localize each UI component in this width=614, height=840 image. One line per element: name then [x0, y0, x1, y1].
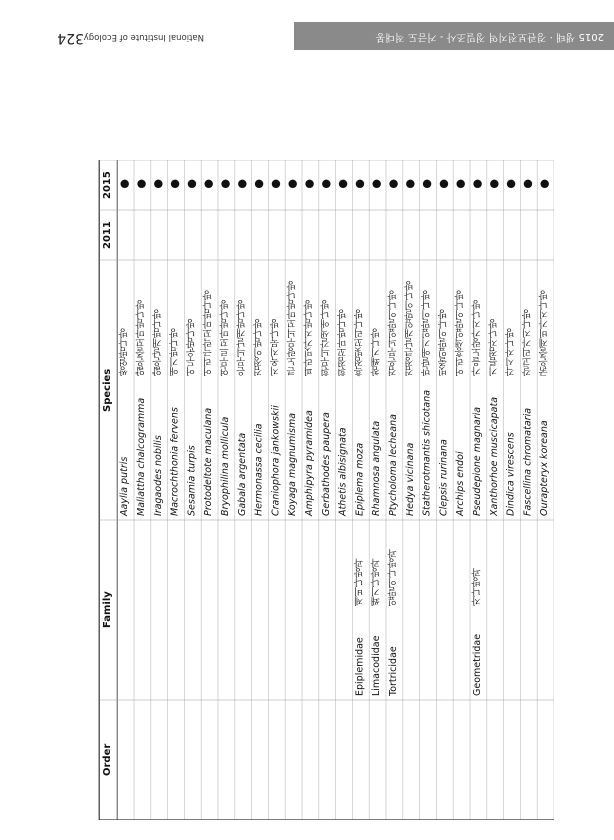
- species-korean-name: 어리극락꼬마밤나방: [203, 290, 215, 376]
- species-scientific-name: Pseudepione magnaria: [472, 406, 484, 516]
- species-korean-name: 쌍얼밤나방: [119, 328, 131, 376]
- record-2015: ●: [319, 178, 333, 192]
- species-scientific-name: Xanthorhoe muscicapata: [488, 396, 500, 516]
- record-2015: ●: [185, 178, 199, 192]
- page-number: 324: [57, 30, 84, 46]
- species-scientific-name: Amphipyra pyramidea: [304, 410, 316, 516]
- record-2015: ●: [487, 178, 501, 192]
- record-2015: ●: [353, 178, 367, 192]
- species-scientific-name: Gabala argentata: [236, 432, 248, 516]
- species-korean-name: 반달애기잎말이나방: [421, 290, 433, 376]
- record-2015: ●: [219, 178, 233, 192]
- species-scientific-name: Epiplema moza: [354, 442, 366, 516]
- species-scientific-name: Bryophilina mollicula: [220, 416, 232, 516]
- record-2015: ●: [252, 178, 266, 192]
- species-korean-name: 얇은줄꼬마밤나방: [136, 300, 148, 376]
- species-scientific-name: Ptycholoma lecheana: [388, 414, 400, 516]
- species-scientific-name: Ourapteryx koreana: [539, 420, 551, 516]
- species-scientific-name: Rhamnosa angulata: [371, 420, 383, 516]
- species-scientific-name: Maliattha chalcogramma: [136, 397, 148, 516]
- record-2015: ●: [151, 178, 165, 192]
- species-korean-name: 각시자나방: [505, 328, 517, 376]
- species-korean-name: 흰점꼬마밤나방: [337, 309, 349, 376]
- column-header-family: Family: [102, 591, 114, 629]
- family-korean-name: 쐐기나방과: [371, 558, 383, 606]
- record-2015: ●: [370, 178, 384, 192]
- record-2015: ●: [538, 178, 552, 192]
- species-scientific-name: Gerbathodes paupera: [320, 412, 332, 516]
- family-name: Limacodidae: [371, 635, 383, 696]
- species-korean-name: 기름점자나방: [488, 319, 500, 376]
- species-scientific-name: Fascellina chromataria: [522, 407, 534, 516]
- species-scientific-name: Athetis albisignata: [337, 427, 349, 516]
- record-2015: ●: [420, 178, 434, 192]
- species-korean-name: 큰노랑무늬꼬마밤나방: [287, 281, 299, 376]
- species-scientific-name: Hedya vicinana: [404, 442, 416, 516]
- institute-name: National Institute of Ecology: [83, 32, 204, 42]
- species-korean-name: 가을노랑가지나방: [472, 300, 484, 376]
- species-korean-name: 연무르꼬마밤나방: [220, 300, 232, 376]
- species-scientific-name: Dindica virescens: [505, 432, 517, 516]
- record-2015: ●: [504, 178, 518, 192]
- species-scientific-name: Statherotmantis shicotana: [421, 389, 433, 516]
- species-korean-name: 갈고리가지나방: [522, 309, 534, 376]
- family-name: Tortricidae: [388, 646, 400, 696]
- species-korean-name: 흑점빛꼬리나방: [354, 309, 366, 376]
- species-korean-name: 어두운밤나방: [186, 319, 198, 376]
- record-2015: ●: [521, 178, 535, 192]
- species-korean-name: 검정큰날개잎말이나방: [404, 281, 416, 376]
- species-scientific-name: Sesamia turpis: [186, 445, 198, 516]
- record-2015: ●: [202, 178, 216, 192]
- record-2015: ●: [336, 178, 350, 192]
- family-korean-name: 잎말이나방과: [388, 549, 400, 606]
- record-2015: ●: [118, 178, 132, 192]
- column-header-species: Species: [102, 368, 114, 412]
- species-korean-name: 애기밤나방: [169, 328, 181, 376]
- species-korean-name: 은무늬날개밤나방: [236, 300, 248, 376]
- species-korean-name: 굵은줄제비가지나방: [539, 290, 551, 376]
- chapter-tab-text: 2015 생태 · 경관보전지역 정밀조사 - 거금도 적대봉: [375, 31, 604, 42]
- column-header-y2015: 2015: [102, 171, 114, 199]
- species-korean-name: 검정이밤나방: [253, 319, 265, 376]
- chapter-tab: [294, 22, 614, 50]
- family-korean-name: 자나방과: [472, 568, 484, 606]
- species-korean-name: 지옥지묵나방: [270, 319, 282, 376]
- record-2015: ●: [235, 178, 249, 192]
- family-korean-name: 제비나방과: [354, 558, 366, 606]
- record-2015: ●: [403, 178, 417, 192]
- species-scientific-name: Hermonassa cecilia: [253, 423, 265, 516]
- species-table: [54, 75, 554, 820]
- record-2015: ●: [303, 178, 317, 192]
- record-2015: ●: [135, 178, 149, 192]
- species-korean-name: 어리흥색잎말이나방: [455, 290, 467, 376]
- species-korean-name: 참쐐기나방: [371, 328, 383, 376]
- record-2015: ●: [286, 178, 300, 192]
- species-korean-name: 흰무늬갈색애나방: [320, 300, 332, 376]
- species-scientific-name: Macrochthonia fervens: [169, 407, 181, 516]
- record-2015: ●: [454, 178, 468, 192]
- species-scientific-name: Koyaga magnumisma: [287, 412, 299, 516]
- record-2015: ●: [168, 178, 182, 192]
- species-korean-name: 검은무늬잎말이나방: [388, 290, 400, 376]
- species-korean-name: 피라밋가지밤나방: [304, 300, 316, 376]
- page-header: [0, 10, 614, 50]
- species-scientific-name: Archips endoi: [455, 451, 467, 516]
- species-scientific-name: Protodeltote maculana: [203, 407, 215, 516]
- record-2015: ●: [387, 178, 401, 192]
- record-2015: ●: [269, 178, 283, 192]
- record-2015: ●: [437, 178, 451, 192]
- species-scientific-name: Clepsis rurinana: [438, 439, 450, 516]
- column-header-order: Order: [102, 743, 114, 777]
- species-scientific-name: Craniophora jankowskii: [270, 405, 282, 516]
- species-scientific-name: Aaylia putris: [119, 456, 131, 516]
- record-2015: ●: [471, 178, 485, 192]
- column-header-y2011: 2011: [102, 221, 114, 249]
- species-korean-name: 빗줄잎말이나방: [438, 309, 450, 376]
- species-korean-name: 얇은날개밤나방: [152, 309, 164, 376]
- family-name: Geometridae: [472, 633, 484, 696]
- family-name: Epiplemidae: [354, 637, 366, 696]
- species-scientific-name: Iragaodes nobilis: [152, 435, 164, 516]
